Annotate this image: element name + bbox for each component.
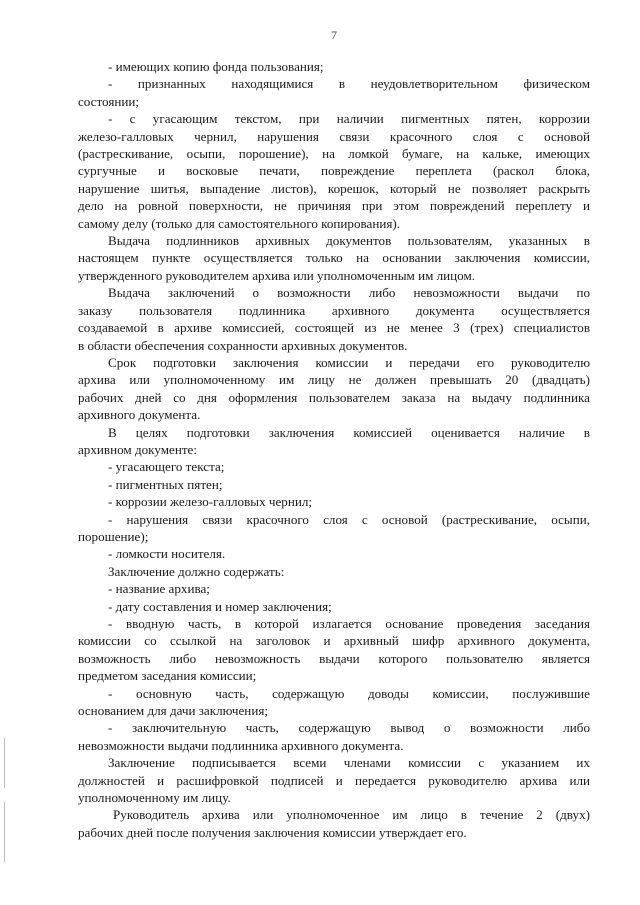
scan-edge-mark [4,738,5,788]
text-line: порошение); [78,528,149,544]
text-line: архивного документа. [78,407,201,423]
text-line: архивном документе: [78,441,197,457]
text-line: состоянии; [78,93,140,109]
text-line: рабочих дней со дня оформления пользователем заказа на выдачу подлинника [78,389,590,405]
text-line: - угасающего текста; [108,459,225,475]
text-line: - пигментных пятен; [108,476,223,492]
text-line: - коррозии железо-галловых чернил; [108,494,313,510]
text-line: дело на ровной поверхности, не причиняя при этом повреждений переплету и [78,198,590,214]
text-line: - с угасающим текстом, при наличии пигментных пятен, коррозии [108,111,590,127]
text-line: - название архива; [108,581,210,597]
text-line: Выдача подлинников архивных документов пользователям, указанных в [108,233,590,249]
text-line: утвержденного руководителем архива или уполномоченным им лицом. [78,267,476,283]
text-line: В целях подготовки заключения комиссией оценивается наличие в [108,424,590,440]
text-line: - признанных находящимися в неудовлетворительном физическом [108,76,590,92]
text-line: предметом заседания комиссии; [78,668,257,684]
text-line: должностей и расшифровкой подписей и передается руководителю архива или [78,772,590,788]
text-line: создаваемой в архиве комиссией, состоящей из не менее 3 (трех) специалистов [78,320,590,336]
text-line: - вводную часть, в которой излагается основание проведения заседания [108,616,590,631]
text-line: уполномоченному им лицу. [78,790,231,806]
text-line: Срок подготовки заключения комиссии и передачи его руководителю [108,354,590,370]
page-number: 7 [331,28,337,42]
text-line: рабочих дней после получения заключения комиссии утверждает его. [78,824,467,840]
text-line: - дату составления и номер заключения; [108,598,332,614]
text-line: сургучные и восковые печати, повреждение переплета (раскол блока, [78,163,590,179]
text-line: архива или уполномоченному им лицу не должен превышать 20 (двадцать) [78,372,590,388]
text-line: Выдача заключений о возможности либо невозможности выдачи по [108,285,590,301]
text-line: невозможности выдачи подлинника архивного документа. [78,737,404,753]
text-line: возможность либо невозможность выдачи которого пользователю является [78,650,590,666]
text-line: самому делу (только для самостоятельного копирования). [78,215,401,231]
text-line: - нарушения связи красочного слоя с основой (растрескивание, осыпи, [108,511,590,527]
text-line: Руководитель архива или уполномоченное им лицо в течение 2 (двух) [113,807,590,823]
text-line: - ломкости носителя. [108,546,226,562]
document-body [78,58,590,841]
text-line: - основную часть, содержащую доводы комиссии, послужившие [108,685,590,701]
text-line: - имеющих копию фонда пользования; [108,59,324,74]
text-line: в области обеспечения сохранности архивных документов. [78,337,408,353]
text-line: (растрескивание, осыпи, порошение), на ломкой бумаге, на кальке, имеющих [78,146,590,162]
text-line: основанием для дачи заключения; [78,703,268,719]
text-line: - заключительную часть, содержащую вывод о возможности либо [108,720,590,736]
text-line: комиссии со ссылкой на заголовок и архивный шифр архивного документа, [78,633,590,649]
scan-edge-mark [4,802,5,862]
text-line: железо-галловых чернил, нарушения связи красочного слоя с основой [78,128,590,144]
text-line: нарушение шитья, выпадение листов), корешок, который не позволяет раскрыть [78,180,590,196]
text-line: заказу пользователя подлинника архивного документа осуществляется [78,302,590,318]
text-line: настоящем пункте осуществляется только на основании заключения комиссии, [78,250,590,266]
text-line: Заключение подписывается всеми членами комиссии с указанием их [108,755,590,771]
text-line: Заключение должно содержать: [108,563,285,579]
